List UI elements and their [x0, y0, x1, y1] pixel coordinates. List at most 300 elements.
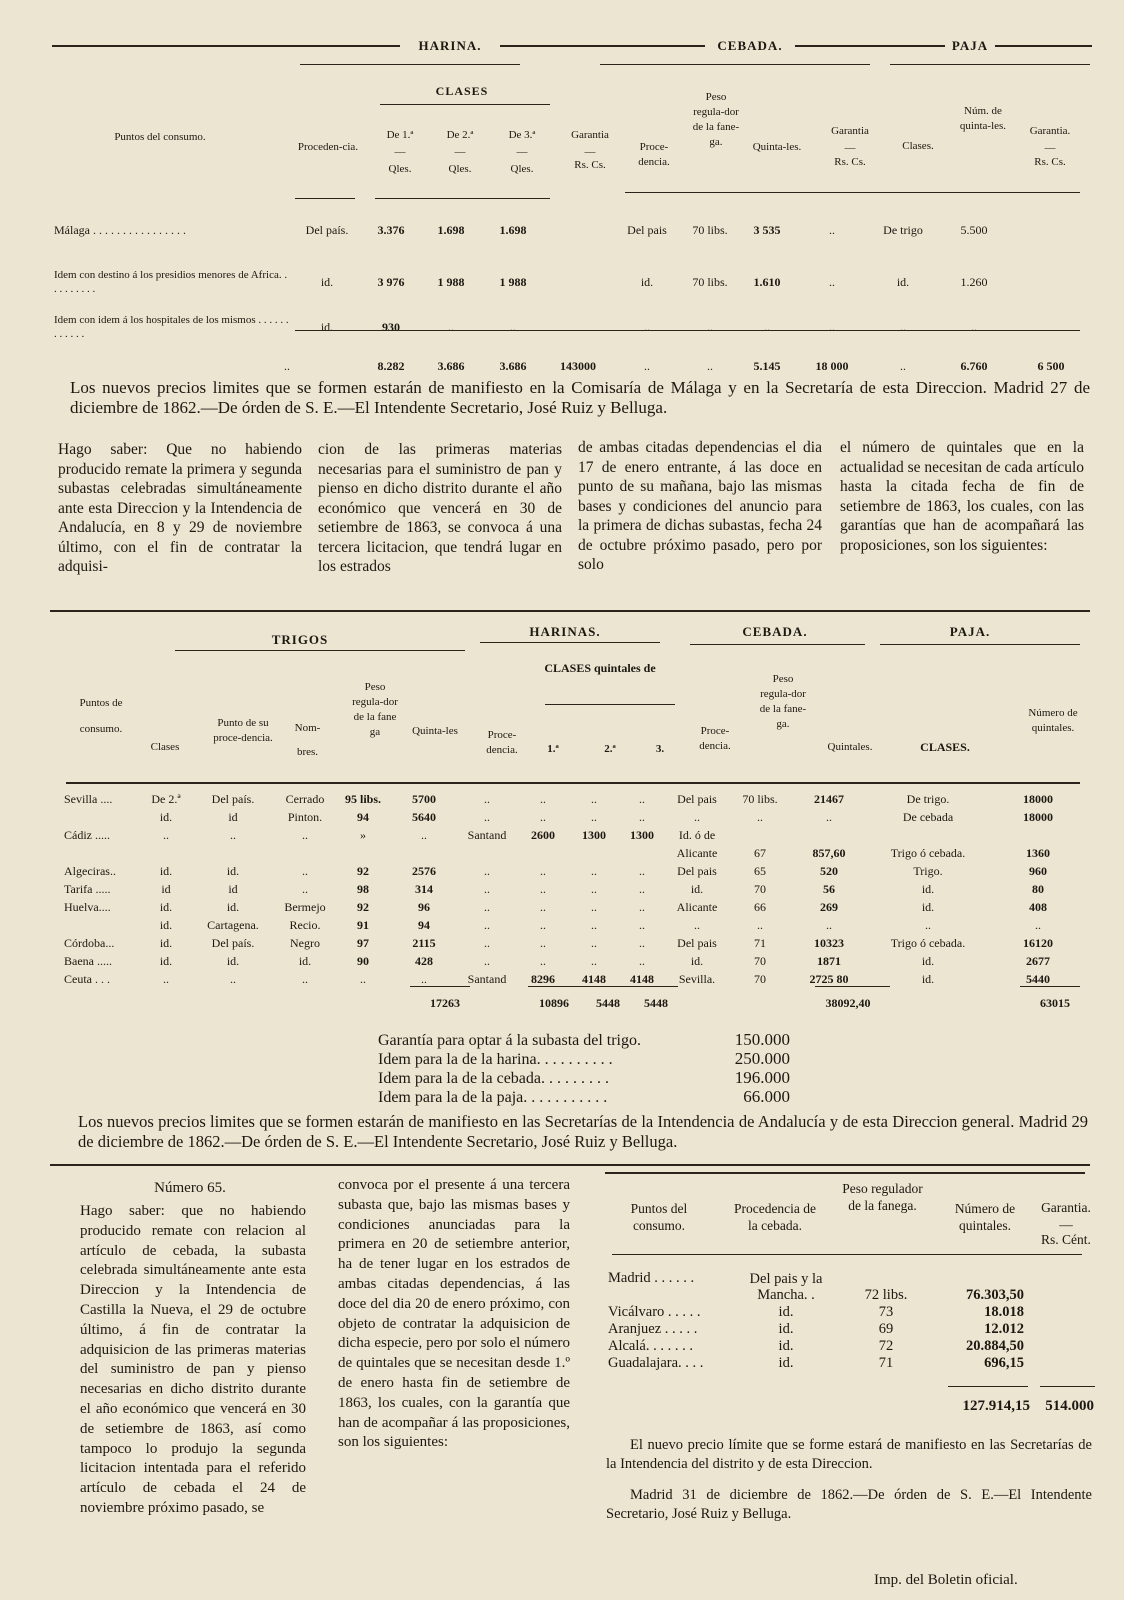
- t2-h-quint-c: Quintales.: [827, 741, 873, 753]
- t1-cell: Idem con destino á los presidios menores de Africa. . . . . . . . . .: [54, 269, 288, 295]
- t1-cell: ..: [900, 359, 906, 373]
- t2-cell: 56: [823, 882, 835, 896]
- t1-group-paja: PAJA: [945, 38, 995, 54]
- t2-cell: [568, 844, 620, 862]
- t2-cell: 4148: [582, 972, 606, 986]
- table-row: [606, 1338, 1026, 1355]
- t2-h-punto-proc: Punto de su proce-dencia.: [213, 717, 273, 744]
- t1-h-quintales: Quinta-les.: [752, 141, 802, 153]
- t2-cell: Del pais: [677, 792, 717, 806]
- t1-h-dash2: —: [454, 146, 466, 158]
- t2-cell: [620, 844, 664, 862]
- imprint: Imp. del Boletin oficial.: [874, 1572, 1018, 1588]
- t2-cell: 91: [357, 918, 369, 932]
- t1-cell: 3 976: [377, 275, 405, 289]
- column-4: el número de quintales que en la actualidad se necesitan de cada artículo hasta la citada fecha de fin de setiembre de 1863, los cuales, con las garantías que han de acompañará las proposiciones, son los siguientes:: [840, 439, 1084, 554]
- t1-cell: [1010, 202, 1092, 258]
- t2-cell: Trigo ó cebada.: [890, 846, 966, 860]
- t2-cell: 2600: [531, 828, 555, 842]
- t2-total-paja: 63015: [1040, 996, 1070, 1010]
- t1-cell: 6 500: [1037, 359, 1065, 373]
- t2-cell: ..: [230, 972, 236, 986]
- t2-cell: ..: [484, 864, 490, 878]
- t2-cell: [62, 808, 142, 826]
- t2-cell: Baena .....: [64, 954, 112, 968]
- t2-cell: Trigo.: [913, 864, 943, 878]
- table-row: [62, 934, 1088, 952]
- garantia-label: Idem para la de la cebada. . . . . . . . .: [378, 1070, 610, 1087]
- t2-cell: [868, 826, 988, 844]
- t2-h-nombres: Nom-bres.: [294, 722, 321, 758]
- t1-h-dash6: —: [1044, 142, 1056, 154]
- column-a: Hago saber: que no habiendo producido remate con relacion al artículo de cebada, la subasta celebrada simultáneamente ante esta Direccion y la Intendencia de Castilla la Nueva, el 29 de octubre último, á fin de contratar la adquisicion de las primeras materias del suministro de pan y pienso necesarias en dicho distrito durante el año económico que vencerá en 30 de setiembre de 1863, así como tampoco lo produjo la segunda licitacion intentada para el referido artículo de cebada el 24 de noviembre próximo pasado, se: [80, 1203, 306, 1516]
- t1-cell: 143000: [560, 359, 596, 373]
- t2-cell: ..: [925, 918, 931, 932]
- table-row: [62, 916, 1088, 934]
- t2-cell: Sevilla ....: [64, 792, 113, 806]
- t2-h-num-p: Número de quintales.: [1028, 707, 1078, 734]
- t2-cell: ..: [484, 882, 490, 896]
- t2-cell: id.: [159, 954, 173, 968]
- t1-cell: 5.500: [960, 223, 988, 237]
- t2-cell: ..: [591, 918, 597, 932]
- t2-cell: ..: [639, 954, 645, 968]
- t2-cell: Tarifa .....: [64, 882, 111, 896]
- t2-cell: 2115: [412, 936, 436, 950]
- t2-cell: 2725 80: [809, 972, 849, 986]
- t2-total-h2: 5448: [596, 996, 620, 1010]
- t2-cell: ..: [302, 882, 308, 896]
- t2-cell: Negro: [290, 936, 320, 950]
- garantia-value: 66.000: [743, 1087, 790, 1106]
- t1-cell: 8.282: [377, 359, 405, 373]
- t2-cell: 97: [357, 936, 369, 950]
- t1-cell: 1 988: [437, 275, 465, 289]
- t3-cell: 20.884,50: [966, 1338, 1024, 1354]
- t1-clases: CLASES: [435, 84, 489, 98]
- t2-cell: Alicante: [676, 900, 718, 914]
- t2-cell: 92: [357, 864, 369, 878]
- t2-cell: Santand: [467, 828, 507, 842]
- t3-cell: 73: [878, 1304, 894, 1320]
- t2-cell: ..: [484, 792, 490, 806]
- t2-h-c3: 3.: [655, 743, 665, 755]
- t2-cell: ..: [360, 972, 366, 986]
- paragraph-2: Los nuevos precios limites que se formen estarán de manifiesto en las Secretarías de la Intendencia de Andalucía y de esta Direccion general. Madrid 29 de diciembre de 1862.—De órden de S. E.—El Intendente Secretario, José Ruiz y Belluga.: [78, 1112, 1088, 1151]
- t1-cell: [544, 306, 612, 348]
- t2-cell: id.: [690, 882, 704, 896]
- t1-cell: ..: [448, 320, 454, 334]
- t1-cell: Del país.: [305, 223, 349, 237]
- t1-h-dash5: —: [844, 142, 856, 154]
- t1-body: [52, 202, 1092, 384]
- table-row: [606, 1321, 1026, 1338]
- paragraph-3: El nuevo precio límite que se forme estará de manifiesto en las Secretarías de la Intendencia del distrito y de esta Direccion.: [606, 1437, 1092, 1472]
- t1-cell: 3 535: [753, 223, 781, 237]
- t2-cell: 8296: [531, 972, 555, 986]
- t2-cell: 70: [754, 882, 766, 896]
- t3-body: [606, 1270, 1026, 1372]
- t2-cell: 70: [754, 954, 766, 968]
- t3-cell: id.: [778, 1304, 794, 1320]
- t1-table: [52, 202, 1092, 384]
- t2-cell: 1871: [817, 954, 841, 968]
- t1-h-de2: De 2.ª: [446, 129, 474, 141]
- t2-cell: ..: [540, 900, 546, 914]
- t1-cell: Idem con idem á los hospitales de los mismos . . . . . . . . . . . .: [54, 314, 289, 340]
- t2-cell: 269: [820, 900, 838, 914]
- t2-cell: ..: [540, 864, 546, 878]
- t2-cell: id.: [159, 900, 173, 914]
- t2-cell: 857,60: [812, 846, 846, 860]
- t1-cell: ..: [644, 359, 650, 373]
- t2-cell: ..: [639, 882, 645, 896]
- t1-h-rscs: Rs. Cs.: [574, 159, 606, 171]
- t2-group-cebada: CEBADA.: [742, 624, 808, 639]
- t2-cell: [190, 844, 276, 862]
- t2-cell: id: [228, 882, 238, 896]
- t2-cell: ..: [540, 936, 546, 950]
- t2-cell: ..: [1035, 918, 1041, 932]
- t3-h-rs: Rs. Cént.: [1041, 1232, 1091, 1247]
- t3-h-num: Número de quintales.: [954, 1201, 1016, 1233]
- t2-cell: Cerrado: [285, 792, 325, 806]
- t2-cell: ..: [639, 792, 645, 806]
- column-b: convoca por el presente á una tercera subasta que, bajo las mismas bases y condiciones anunciadas para la primera en 20 de setiembre anterior, ha de tener lugar en los estrados de ambas citadas dependencias, á las doce del dia 20 de enero próximo, con objeto de contratar la adquisicion de dicha especie, pero por solo el número de quintales que se necesitan desde 1.º de enero hasta fin de setiembre de 1863, los cuales, con la garantía que han de acompañar á las proposiciones, son los siguientes:: [338, 1177, 570, 1451]
- t2-cell: ..: [484, 936, 490, 950]
- garantia-value: 250.000: [734, 1049, 790, 1068]
- t2-cell: ..: [639, 936, 645, 950]
- t2-cell: 70: [754, 972, 766, 986]
- t1-cell: 70 libs.: [692, 223, 728, 237]
- t2-cell: ..: [484, 900, 490, 914]
- t1-h-qles1: Qles.: [388, 163, 412, 175]
- t2-cell: id.: [226, 864, 240, 878]
- t2-cell: 96: [418, 900, 430, 914]
- t2-cell: ..: [639, 810, 645, 824]
- t3-cell: id.: [778, 1338, 794, 1354]
- paragraph-4: Madrid 31 de diciembre de 1862.—De órden de S. E.—El Intendente Secretario, José Ruiz y Belluga.: [606, 1487, 1092, 1522]
- t1-cell: 70 libs.: [692, 275, 728, 289]
- t2-cell: id.: [690, 954, 704, 968]
- t2-h-clases-p: CLASES.: [920, 740, 970, 754]
- t1-cell: ..: [707, 359, 713, 373]
- t3-cell: Vicálvaro . . . . .: [608, 1304, 701, 1320]
- t2-cell: Id. ó de: [678, 828, 716, 842]
- t1-h-rscs-p: Rs. Cs.: [1034, 156, 1066, 168]
- t1-h-peso: Peso regula-dor de la fane-ga.: [692, 91, 740, 148]
- t1-cell: ..: [707, 320, 713, 334]
- t1-cell: id.: [896, 275, 910, 289]
- t2-cell: [456, 844, 518, 862]
- t2-cell: 66: [754, 900, 766, 914]
- t1-cell: 3.376: [377, 223, 405, 237]
- t1-cell: 930: [382, 320, 400, 334]
- t3-cell: 12.012: [984, 1321, 1024, 1337]
- t3-cell: 72 libs.: [864, 1287, 908, 1303]
- t2-cell: Pinton.: [287, 810, 323, 824]
- t1-cell: Del pais: [627, 223, 667, 237]
- table-row: [62, 844, 1088, 862]
- t2-h-peso: Peso regula-dor de la fane ga: [352, 681, 398, 738]
- t2-h-proc-c: Proce-dencia.: [699, 725, 731, 752]
- t1-cell: 18 000: [815, 359, 849, 373]
- t2-h-c1: 1.ª: [547, 743, 559, 755]
- t2-cell: ..: [757, 810, 763, 824]
- t2-cell: Cádiz .....: [64, 828, 110, 842]
- t1-cell: id.: [320, 320, 334, 334]
- t2-cell: [392, 844, 456, 862]
- table-row: [62, 790, 1088, 808]
- t2-cell: De trigo.: [906, 792, 950, 806]
- t2-cell: [988, 826, 1088, 844]
- t1-cell: Málaga . . . . . . . . . . . . . . . .: [54, 223, 186, 237]
- t3-h-dash: —: [1059, 1217, 1073, 1232]
- paragraph-1: Los nuevos precios limites que se formen estarán de manifiesto en la Comisaría de Málaga y en la Secretaría de esta Direccion. Madrid 27 de diciembre de 1862.—De órden de S. E.—El Intendente Secretario, José Ruiz y Belluga.: [70, 378, 1090, 417]
- t2-cell: id.: [921, 882, 935, 896]
- t2-cell: Trigo ó cebada.: [890, 936, 966, 950]
- table-row: [62, 808, 1088, 826]
- t2-cell: De 2.ª: [151, 792, 181, 806]
- t3-h-gar: Garantia.: [1041, 1200, 1091, 1215]
- t3-cell: Aranjuez . . . . .: [608, 1321, 698, 1337]
- t2-total-h3: 5448: [644, 996, 668, 1010]
- t2-cell: Alicante: [676, 846, 718, 860]
- t1-h-de1: De 1.ª: [386, 129, 414, 141]
- t2-cell: Del pais: [677, 936, 717, 950]
- t2-group-harinas: HARINAS.: [529, 624, 601, 639]
- t2-cell: ..: [421, 828, 427, 842]
- t2-cell: ..: [591, 810, 597, 824]
- t3-h-proc: Procedencia de la cebada.: [733, 1201, 817, 1233]
- t2-cell: [62, 916, 142, 934]
- t2-cell: Córdoba...: [64, 936, 115, 950]
- t1-h-dash3: —: [516, 146, 528, 158]
- column-1: Hago saber: Que no habiendo producido remate la primera y segunda subastas celebradas simultáneamente ante esta Direccion y la Intendencia de Andalucía, en 8 y 29 de noviembre último, con el fin de contratar la adquisi-: [58, 441, 302, 575]
- t1-h-dash4: —: [584, 146, 596, 158]
- t2-cell: ..: [591, 954, 597, 968]
- t3-cell: 18.018: [984, 1304, 1024, 1320]
- t1-cell: ..: [284, 359, 290, 373]
- t2-cell: 2677: [1026, 954, 1050, 968]
- table-row: [52, 202, 1092, 258]
- table-row: [606, 1304, 1026, 1321]
- t2-table: [62, 790, 1088, 988]
- t3-h-peso: Peso regulador de la fanega.: [842, 1181, 923, 1213]
- t2-cell: 94: [418, 918, 430, 932]
- t2-cell: ..: [591, 792, 597, 806]
- t1-h-procedencia-c: Proce-dencia.: [638, 141, 670, 168]
- t2-cell: Algeciras..: [64, 864, 116, 878]
- t2-cell: ..: [540, 810, 546, 824]
- t2-cell: 960: [1029, 864, 1047, 878]
- t2-cell: ..: [591, 864, 597, 878]
- t2-cell: 65: [754, 864, 766, 878]
- t1-cell: ..: [510, 320, 516, 334]
- table-row: [62, 862, 1088, 880]
- t2-cell: [142, 844, 190, 862]
- t2-cell: ..: [639, 864, 645, 878]
- t2-cell: Sevilla.: [678, 972, 716, 986]
- t2-cell: ..: [230, 828, 236, 842]
- t2-cell: ..: [421, 972, 427, 986]
- table-row: [606, 1270, 1026, 1304]
- t2-cell: 428: [415, 954, 433, 968]
- t1-h-garantia-p: Garantia.: [1029, 125, 1071, 137]
- t3-cell: Del pais y la Mancha. .: [749, 1271, 823, 1303]
- t3-cell: Madrid . . . . . .: [608, 1270, 695, 1286]
- t3-garantia: 514.000: [1045, 1398, 1094, 1414]
- t2-cell: 10323: [814, 936, 844, 950]
- t2-cell: ..: [484, 954, 490, 968]
- t1-cell: [544, 258, 612, 306]
- t1-h-clases-p: Clases.: [902, 140, 934, 152]
- t2-cell: De cebada: [902, 810, 954, 824]
- t1-h-rscs-c: Rs. Cs.: [834, 156, 866, 168]
- t2-cell: 4148: [630, 972, 654, 986]
- t2-cell: 314: [415, 882, 433, 896]
- t1-h-qles3: Qles.: [510, 163, 534, 175]
- t2-cell: Del país.: [211, 936, 255, 950]
- column-2: cion de las primeras materias necesarias para el suministro de pan y pienso en dicho distrito durante el año económico que vencerá en 30 de setiembre de 1863, se convoca á una tercera licitacion, que tendrá lugar en los estrados: [318, 441, 562, 575]
- t2-cell: 80: [1032, 882, 1044, 896]
- t2-cell: [790, 826, 868, 844]
- t2-cell: ..: [591, 882, 597, 896]
- garantia-value: 196.000: [734, 1068, 790, 1087]
- t3-cell: Alcalá. . . . . . .: [608, 1338, 693, 1354]
- t2-cell: 95 libs.: [344, 792, 381, 806]
- t2-cell: ..: [826, 918, 832, 932]
- t2-cell: 92: [357, 900, 369, 914]
- t2-cell: [276, 844, 334, 862]
- t1-cell: ..: [764, 320, 770, 334]
- t2-cell: 94: [357, 810, 369, 824]
- t2-cell: 71: [754, 936, 766, 950]
- t2-cell: 2576: [412, 864, 436, 878]
- t2-cell: 70 libs.: [742, 792, 778, 806]
- table-row: [62, 826, 1088, 844]
- t2-group-paja: PAJA.: [949, 624, 991, 639]
- garantia-label: Idem para la de la paja. . . . . . . . . . .: [378, 1089, 608, 1106]
- garantia-value: 150.000: [734, 1030, 790, 1049]
- t1-cell: [544, 202, 612, 258]
- t2-cell: ..: [302, 972, 308, 986]
- t2-cell: 98: [357, 882, 369, 896]
- t2-h-c2: 2.ª: [604, 743, 616, 755]
- t3-cell: id.: [778, 1321, 794, 1337]
- t2-cell: 67: [754, 846, 766, 860]
- t2-cell: ..: [163, 972, 169, 986]
- t2-cell: id.: [921, 900, 935, 914]
- t2-cell: id.: [159, 936, 173, 950]
- t3-cell: 71: [878, 1355, 894, 1371]
- t1-group-cebada: CEBADA.: [705, 38, 795, 54]
- t1-group-harina: HARINA.: [400, 38, 500, 54]
- t2-cell: ..: [694, 810, 700, 824]
- t2-cell: id.: [159, 810, 173, 824]
- t1-cell: ..: [900, 320, 906, 334]
- t1-cell: 1 988: [499, 275, 527, 289]
- t2-cell: id.: [298, 954, 312, 968]
- t1-h-dash1: —: [394, 146, 406, 158]
- t2-cell: 1300: [582, 828, 606, 842]
- t2-cell: Del país.: [211, 792, 255, 806]
- t1-h-qles2: Qles.: [448, 163, 472, 175]
- t2-cell: 5640: [412, 810, 436, 824]
- t1-h-de3: De 3.ª: [508, 129, 536, 141]
- t2-total-trigo: 17263: [430, 996, 460, 1010]
- t1-h-garantia: Garantia: [571, 129, 609, 141]
- t2-cell: id.: [921, 972, 935, 986]
- t2-cell: ..: [591, 900, 597, 914]
- t2-cell: Del pais: [677, 864, 717, 878]
- t2-cell: ..: [591, 936, 597, 950]
- t1-cell: [1010, 306, 1092, 348]
- table-row: [52, 258, 1092, 306]
- t2-cell: [62, 844, 142, 862]
- t1-cell: ..: [644, 320, 650, 334]
- t2-cell: 5440: [1026, 972, 1050, 986]
- t3-table: [606, 1270, 1026, 1372]
- t3-total: 127.914,15: [962, 1398, 1030, 1414]
- t2-cell: 18000: [1023, 792, 1053, 806]
- t1-cell: 5.145: [753, 359, 781, 373]
- t2-cell: [334, 844, 392, 862]
- t2-h-clases: Clases: [150, 741, 180, 753]
- t1-cell: 1.260: [960, 275, 988, 289]
- t2-cell: 21467: [814, 792, 844, 806]
- t1-cell: 1.698: [437, 223, 465, 237]
- t1-cell: [1010, 258, 1092, 306]
- t2-cell: ..: [826, 810, 832, 824]
- t2-cell: ..: [540, 954, 546, 968]
- t2-cell: Ceuta . . .: [64, 972, 110, 986]
- t2-cell: id.: [159, 918, 173, 932]
- t2-cell: ..: [694, 918, 700, 932]
- t1-cell: ..: [829, 320, 835, 334]
- t2-cell: 90: [357, 954, 369, 968]
- t1-cell: ..: [829, 275, 835, 289]
- t2-body: [62, 790, 1088, 988]
- t2-cell: id.: [226, 900, 240, 914]
- t1-h-num: Núm. de quinta-les.: [959, 105, 1007, 132]
- t2-total-cebada: 38092,40: [825, 996, 871, 1010]
- t2-cell: ..: [639, 900, 645, 914]
- table-row: [62, 952, 1088, 970]
- t2-cell: Bermejo: [284, 900, 326, 914]
- t2-cell: [518, 844, 568, 862]
- t2-cell: »: [360, 828, 366, 842]
- t1-cell: ..: [971, 320, 977, 334]
- t2-cell: Huelva....: [64, 900, 111, 914]
- t2-cell: ..: [302, 828, 308, 842]
- t1-cell: De trigo: [883, 223, 923, 237]
- numero-heading: Número 65.: [154, 1180, 226, 1196]
- garantia-label: Idem para la de la harina. . . . . . . . . .: [378, 1051, 613, 1068]
- t3-cell: 696,15: [984, 1355, 1024, 1371]
- t2-cell: Cartagena.: [207, 918, 259, 932]
- t2-cell: ..: [163, 828, 169, 842]
- t1-cell: 6.760: [960, 359, 988, 373]
- t2-cell: id.: [921, 954, 935, 968]
- t2-cell: ..: [540, 918, 546, 932]
- t2-cell: id.: [159, 864, 173, 878]
- t1-cell: 1.698: [499, 223, 527, 237]
- t2-cell: ..: [757, 918, 763, 932]
- t3-cell: id.: [778, 1355, 794, 1371]
- t2-cell: id: [161, 882, 171, 896]
- t2-cell: ..: [540, 882, 546, 896]
